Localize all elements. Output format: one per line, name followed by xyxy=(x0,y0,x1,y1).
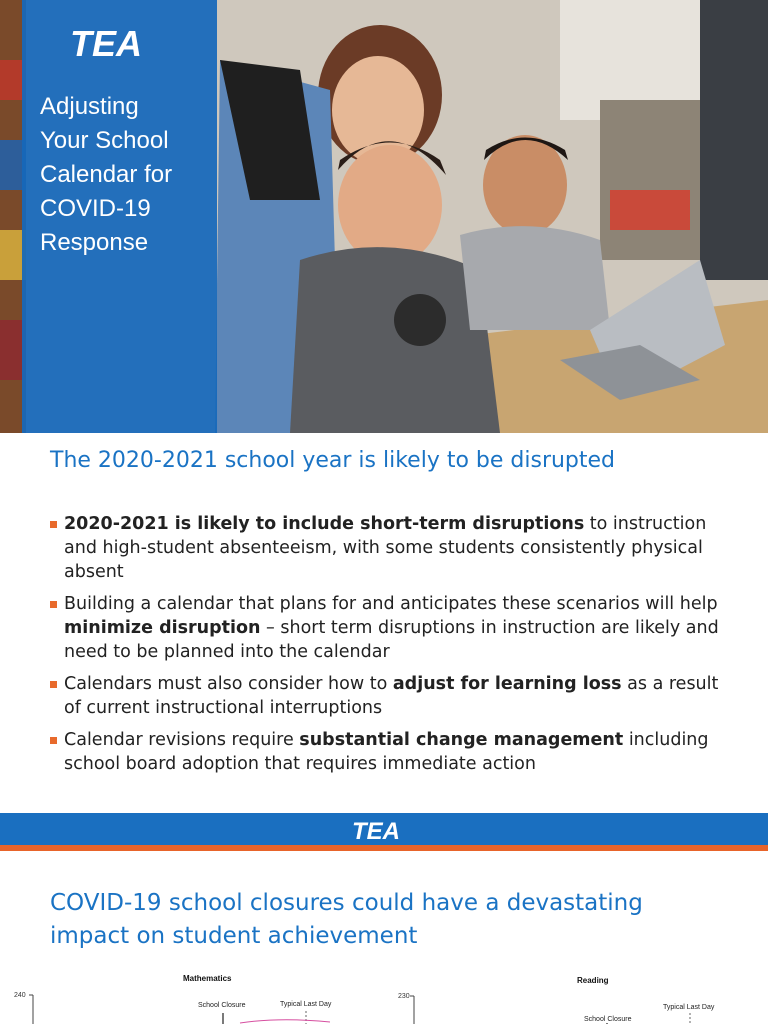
bullet-text: as a result of current instructional interruptions xyxy=(64,674,719,718)
chart-axes xyxy=(0,965,768,1024)
bullet-bold-text: adjust for learning loss xyxy=(392,674,622,694)
page-title: Adjusting Your School Calendar for COVID-19 Response xyxy=(40,93,173,256)
bullet-text: Calendars must also consider how to xyxy=(64,674,393,694)
chart-title-math: Mathematics xyxy=(183,974,232,983)
bullet-text: – short term disruptions in instruction are likely and need to be planned into the calendar xyxy=(64,618,719,662)
annotation-school-closure: School Closure xyxy=(584,1016,632,1023)
bullet-bold-text: minimize disruption xyxy=(64,618,261,638)
hero-section xyxy=(0,0,768,433)
annotation-typical-last-day: Typical Last Day xyxy=(663,1004,715,1011)
y-tick-label: 230 xyxy=(398,993,410,1000)
math-series-line xyxy=(240,1020,330,1023)
bullet-item xyxy=(50,672,740,720)
banner-accent-stripe xyxy=(0,845,768,851)
chart-title-reading: Reading xyxy=(577,976,609,985)
tea-logo-icon xyxy=(352,818,422,842)
section-heading-achievement: COVID-19 school closures could have a devastating impact on student achievement xyxy=(50,890,643,949)
bullet-bold-text: 2020-2021 is likely to include short-term disruptions xyxy=(64,514,585,534)
bullet-text: to instruction and high-student absenteeism, with some students consistently physical absent xyxy=(64,514,707,582)
bullet-list xyxy=(50,512,740,784)
bullet-item xyxy=(50,728,740,776)
y-tick-label: 240 xyxy=(14,992,26,999)
bullet-text: including school board adoption that requires immediate action xyxy=(64,730,709,774)
bullet-item xyxy=(50,592,740,664)
charts-area xyxy=(0,965,768,1024)
bullet-text: Calendar revisions require xyxy=(64,730,300,750)
annotation-typical-last-day: Typical Last Day xyxy=(280,1001,332,1008)
bullet-bold-text: substantial change management xyxy=(299,730,624,750)
bullet-text: Building a calendar that plans for and anticipates these scenarios will help xyxy=(64,594,718,614)
section-heading-disruption: The 2020-2021 school year is likely to be disrupted xyxy=(50,448,616,473)
bullet-item xyxy=(50,512,740,584)
tea-logo-icon xyxy=(70,24,174,62)
svg-text:TEA: TEA xyxy=(352,818,400,842)
svg-text:TEA: TEA xyxy=(70,24,142,62)
annotation-school-closure: School Closure xyxy=(198,1002,246,1009)
